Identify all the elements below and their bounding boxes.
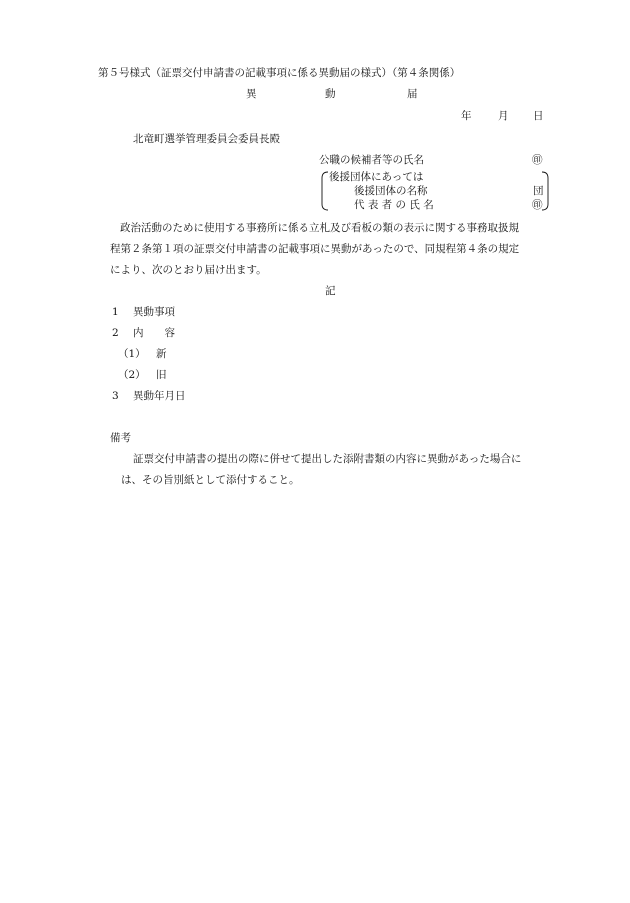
- support-group-name-seal: 団: [533, 185, 544, 197]
- body-line-2: 程第２条第１項の証票交付申請書の記載事項に異動があったので、同規程第４条の規定: [110, 243, 520, 255]
- remarks-line-2: は、その旨別紙として添付すること。: [121, 474, 300, 486]
- support-group-rep-label: 代 表 者 の 氏 名: [354, 199, 434, 211]
- item-3-num: 3: [112, 390, 119, 402]
- item-2-num: 2: [112, 327, 119, 339]
- item-3-label: 異動年月日: [133, 390, 186, 402]
- form-header: 第５号様式（証票交付申請書の記載事項に係る異動届の様式）（第４条関係）: [98, 67, 461, 79]
- item-2-label: 内 容: [133, 327, 175, 339]
- item-2-2-num: （2）: [118, 369, 146, 381]
- date-year: 年: [461, 110, 472, 122]
- title-char-1: 異: [246, 88, 257, 100]
- remarks-heading: 備考: [110, 432, 131, 444]
- support-group-intro: 後援団体にあっては: [329, 171, 424, 183]
- remarks-line-1: 証票交付申請書の提出の際に併せて提出した添附書類の内容に異動があった場合に: [133, 453, 522, 465]
- candidate-label: 公職の候補者等の氏名: [319, 154, 424, 166]
- item-2-1-num: （1）: [118, 348, 146, 360]
- title-char-3: 届: [407, 88, 418, 100]
- ki-heading: 記: [325, 285, 336, 297]
- support-group-name-label: 後援団体の名称: [354, 185, 428, 197]
- title-char-2: 動: [325, 88, 336, 100]
- support-group-rep-seal: ㊞: [532, 199, 543, 211]
- addressee: 北竜町選挙管理委員会委員長殿: [133, 133, 280, 145]
- item-1-label: 異動事項: [133, 306, 175, 318]
- item-2-2-label: 旧: [156, 369, 167, 381]
- candidate-seal: ㊞: [532, 154, 543, 166]
- date-month: 月: [498, 110, 509, 122]
- item-1-num: 1: [112, 306, 119, 318]
- body-line-1: 政治活動のために使用する事務所に係る立札及び看板の類の表示に関する事務取扱規: [120, 222, 519, 234]
- date-day: 日: [533, 110, 544, 122]
- body-line-3: により、次のとおり届け出ます。: [110, 264, 267, 276]
- item-2-1-label: 新: [156, 348, 167, 360]
